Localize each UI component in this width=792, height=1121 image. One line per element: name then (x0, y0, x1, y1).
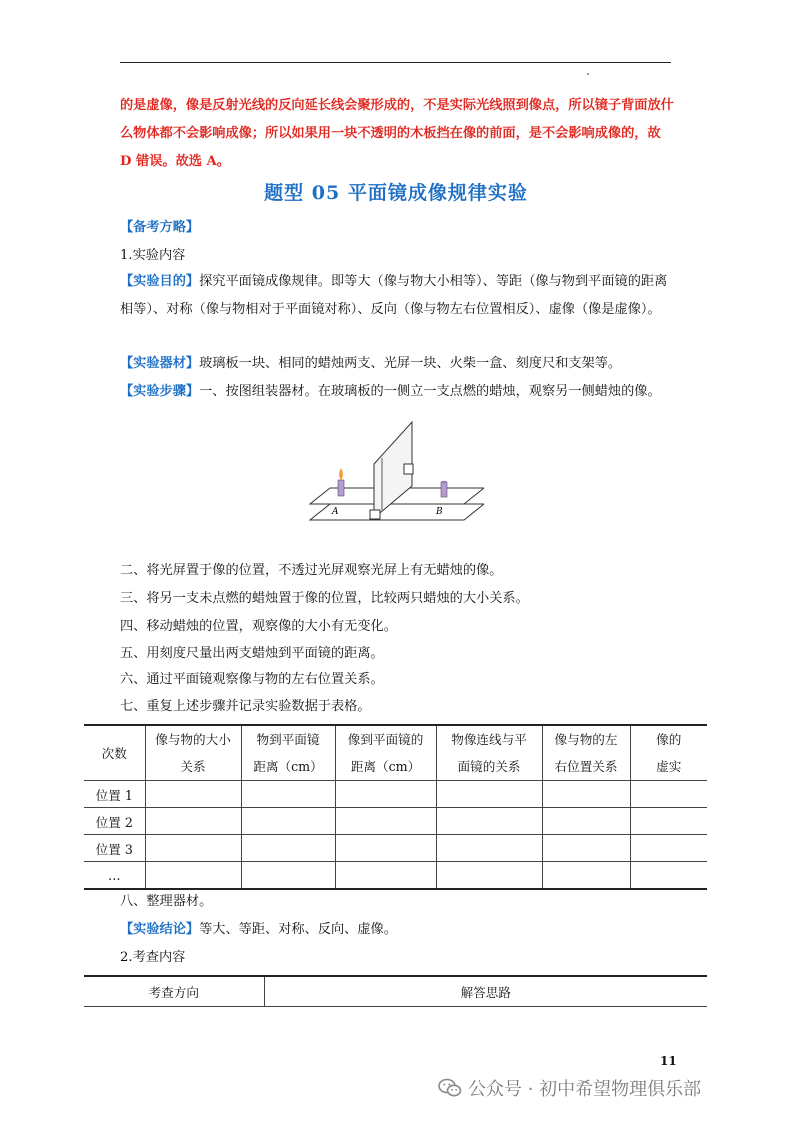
page-number: 11 (660, 1054, 677, 1068)
label-b: B (436, 507, 443, 517)
row-label: … (84, 862, 145, 890)
row-label: 位置 2 (84, 808, 145, 835)
item-experiment-content: 1.实验内容 (120, 248, 186, 263)
equipment-tag: 【实验器材】 (120, 356, 200, 371)
col-header-count: 次数 (84, 725, 145, 781)
candle-a (338, 480, 344, 496)
col-header-size: 像与物的大小 关系 (145, 725, 241, 781)
header-rule (120, 62, 671, 63)
col-header-line-relation: 物像连线与平 面镜的关系 (436, 725, 542, 781)
step-3: 三、将另一支未点燃的蜡烛置于像的位置，比较两只蜡烛的大小关系。 (120, 591, 529, 606)
probe-header-row (84, 976, 707, 1007)
candle-b-top (441, 481, 447, 484)
purpose-paragraph (120, 268, 676, 324)
steps-tag: 【实验步骤】 (120, 384, 200, 399)
table-row (84, 781, 707, 808)
probe-header-direction: 考查方向 (84, 976, 264, 1007)
answer-explanation: 的是虚像，像是反射光线的反向延长线会聚形成的，不是实际光线照到像点，所以镜子背面放什么物体都不会影响成像；所以如果用一块不透明的木板挡在像的前面，是不会影响成像的，故 D 错误。故选 A。 (120, 98, 674, 169)
step1-line (120, 382, 661, 402)
table-row (84, 835, 707, 862)
wechat-icon (438, 1078, 462, 1098)
step-6: 六、通过平面镜观察像与物的左右位置关系。 (120, 672, 384, 687)
probe-header-approach: 解答思路 (264, 976, 707, 1007)
col-header-left-right: 像与物的左 右位置关系 (542, 725, 630, 781)
table-row (84, 862, 707, 890)
item-exam-content: 2.考查内容 (120, 950, 186, 965)
experiment-figure (308, 414, 484, 526)
purpose-tag: 【实验目的】 (120, 274, 200, 289)
step-8: 八、整理器材。 (120, 894, 213, 909)
equipment-text: 玻璃板一块、相同的蜡烛两支、光屏一块、火柴一盒、刻度尺和支架等。 (199, 356, 622, 371)
col-header-virtual-real: 像的 虚实 (630, 725, 707, 781)
row-label: 位置 1 (84, 781, 145, 808)
equipment-line (120, 354, 621, 374)
image-marker (404, 464, 413, 474)
candle-b (441, 482, 447, 497)
conclusion-tag: 【实验结论】 (120, 922, 200, 937)
col-header-image-distance: 像到平面镜的 距离（cm） (335, 725, 436, 781)
watermark-text: 公众号 · 初中希望物理俱乐部 (468, 1079, 702, 1100)
table-row (84, 808, 707, 835)
step-1: 一、按图组装器材。在玻璃板的一侧立一支点燃的蜡烛，观察另一侧蜡烛的像。 (199, 384, 661, 399)
step-7: 七、重复上述步骤并记录实验数据于表格。 (120, 699, 371, 714)
step-2: 二、将光屏置于像的位置，不透过光屏观察光屏上有无蜡烛的像。 (120, 563, 503, 578)
conclusion-line (120, 920, 397, 940)
section-title: 题型 05 平面镜成像规律实验 (264, 182, 528, 204)
data-table (84, 724, 707, 890)
prep-tag: 【备考方略】 (120, 220, 200, 235)
glass-clip (370, 510, 380, 519)
watermark (438, 1075, 701, 1101)
label-a: A (332, 507, 339, 517)
header-dot (587, 73, 589, 75)
step-4: 四、移动蜡烛的位置，观察像的大小有无变化。 (120, 619, 397, 634)
flame-icon (339, 468, 343, 480)
col-header-object-distance: 物到平面镜 距离（cm） (241, 725, 335, 781)
step-5: 五、用刻度尺量出两支蜡烛到平面镜的距离。 (120, 646, 384, 661)
purpose-text: 探究平面镜成像规律。即等大（像与物大小相等）、等距（像与物到平面镜的距离相等）、对称（像与物相对于平面镜对称）、反向（像与物左右位置相反）、虚像（像是虚像）。 (120, 274, 668, 317)
row-label: 位置 3 (84, 835, 145, 862)
table-header-row (84, 725, 707, 781)
probe-table (84, 975, 707, 1007)
conclusion-text: 等大、等距、对称、反向、虚像。 (199, 922, 397, 937)
